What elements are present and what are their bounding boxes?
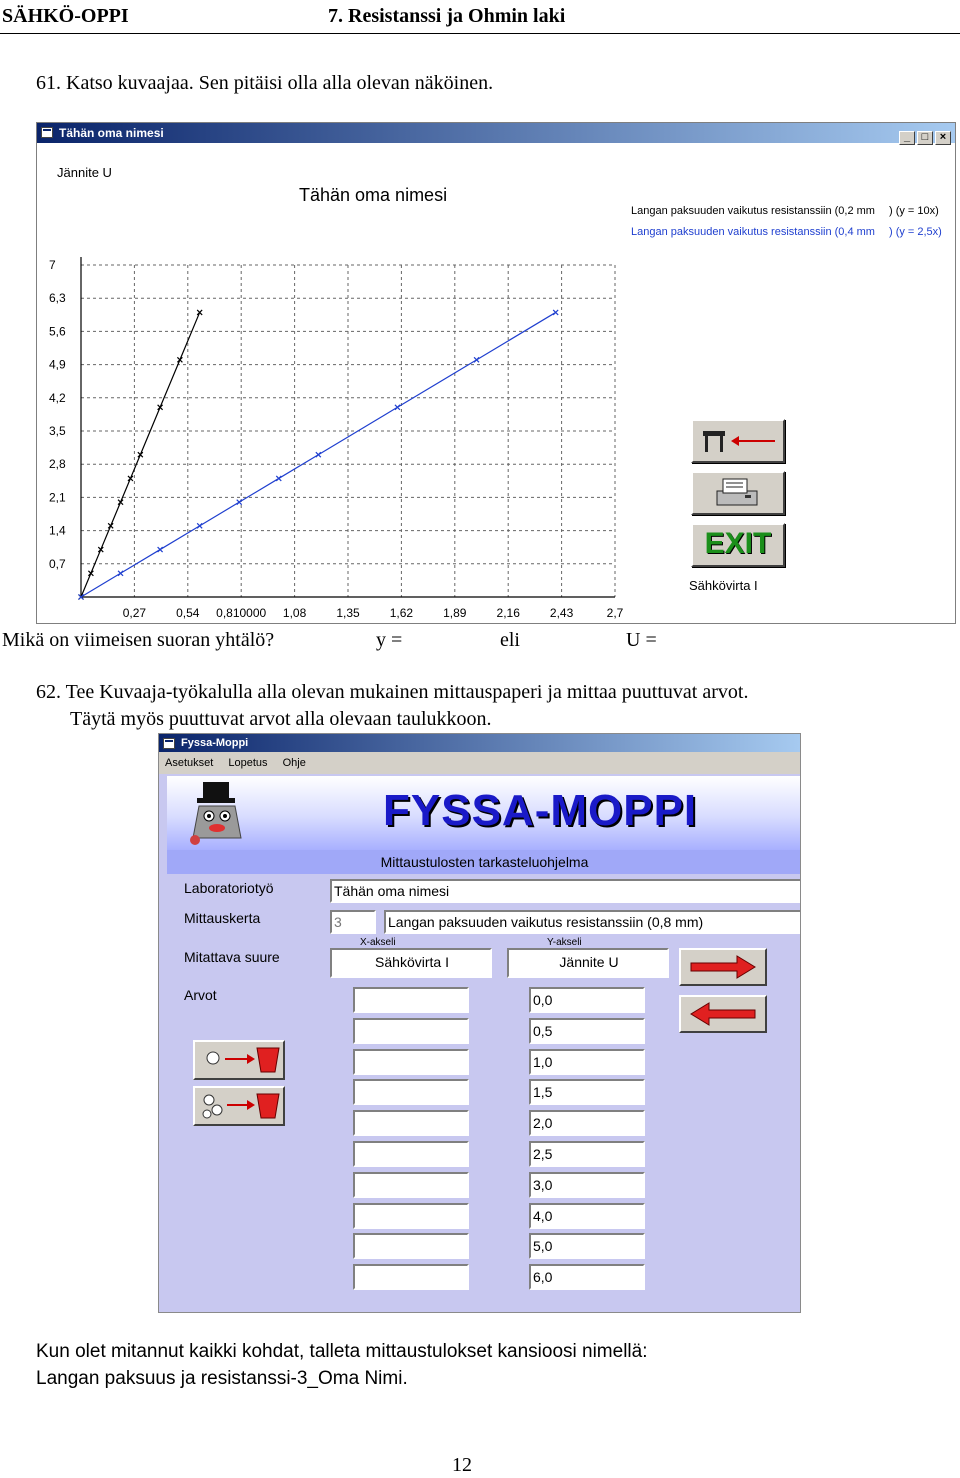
y-value-field[interactable]: 1,5: [529, 1079, 645, 1105]
table-arrow-icon: [693, 421, 783, 461]
x-value-field[interactable]: [353, 1141, 469, 1167]
y-tick-label: 0,7: [49, 556, 66, 571]
next-button[interactable]: [679, 948, 767, 986]
label-mittauskerta: Mittauskerta: [184, 910, 261, 926]
x-tick-label: 1,62: [389, 606, 414, 620]
footer-line1: Kun olet mitannut kaikki kohdat, talleta mittaustulokset kansioosi nimellä:: [36, 1341, 648, 1362]
data-point: [237, 500, 242, 505]
footer-line2: Langan paksuus ja resistanssi-3_Oma Nimi.: [36, 1368, 408, 1389]
data-point: [98, 547, 103, 552]
y-value-field[interactable]: 0,5: [529, 1018, 645, 1044]
arrow-left-icon: [681, 997, 765, 1031]
equation-eli: eli: [500, 629, 520, 651]
data-point: [553, 310, 558, 315]
x-quantity-field[interactable]: Sähkövirta I: [330, 948, 492, 978]
clear-all-button[interactable]: [193, 1086, 285, 1126]
data-point: [395, 405, 400, 410]
graph-window-title: Tähän oma nimesi: [59, 126, 164, 140]
erase-to-bin-icon: [195, 1042, 283, 1078]
data-point: [197, 310, 202, 315]
question-62-line1: 62. Tee Kuvaaja-työkalulla alla olevan mukainen mittauspaperi ja mittaa puuttuvat arvot.: [36, 681, 749, 703]
x-tick-label: 2,16: [496, 606, 520, 620]
data-point: [177, 357, 182, 362]
mittauskerta-number-field[interactable]: 3: [330, 910, 376, 934]
mittauskerta-description-field[interactable]: Langan paksuuden vaikutus resistanssiin (0,8 mm): [384, 910, 801, 934]
y-value-field[interactable]: 2,5: [529, 1141, 645, 1167]
y-value-field[interactable]: 0,0: [529, 987, 645, 1013]
minimize-icon[interactable]: _: [899, 131, 915, 145]
print-button[interactable]: [691, 471, 785, 515]
label-arvot: Arvot: [184, 987, 217, 1003]
x-axis-caption: X-akseli: [360, 937, 396, 948]
x-value-field[interactable]: [353, 1203, 469, 1229]
equation-u-label: U =: [626, 629, 657, 651]
fyssa-moppi-window: [158, 733, 801, 1313]
y-tick-label: 6,3: [49, 291, 66, 306]
app-subtitle: Mittaustulosten tarkasteluohjelma: [167, 850, 801, 874]
y-tick-label: 2,8: [49, 457, 66, 472]
y-tick-label: 4,9: [49, 357, 66, 372]
close-icon[interactable]: ×: [935, 131, 951, 145]
y-quantity-field[interactable]: Jännite U: [507, 948, 669, 978]
data-point: [138, 452, 143, 457]
x-tick-label: 1,08: [282, 606, 307, 620]
x-axis-title: Sähkövirta I: [689, 578, 758, 593]
menu-asetukset[interactable]: Asetukset: [165, 757, 214, 769]
y-tick-label: 7: [49, 258, 56, 272]
printer-icon: [693, 473, 783, 513]
menu-lopetus[interactable]: Lopetus: [228, 757, 268, 769]
x-tick-label: 2,7: [606, 606, 624, 620]
x-value-field[interactable]: [353, 1172, 469, 1198]
legend-text: Langan paksuuden vaikutus resistanssiin (0,2 mm: [631, 205, 875, 217]
x-value-field[interactable]: [353, 1233, 469, 1259]
x-tick-label: 0,810000: [216, 606, 267, 620]
legend-suffix: ) (y = 10x): [888, 205, 939, 217]
graph-window: [36, 122, 956, 624]
data-point: [128, 476, 133, 481]
data-point: [158, 405, 163, 410]
y-value-field[interactable]: 2,0: [529, 1110, 645, 1136]
back-to-table-button[interactable]: [691, 419, 785, 463]
menubar: [159, 752, 800, 774]
mascot-icon: [187, 778, 247, 848]
fyssa-window-title: Fyssa-Moppi: [181, 737, 249, 749]
y-axis-title: Jännite U: [57, 165, 112, 180]
clear-value-button[interactable]: [193, 1040, 285, 1080]
y-value-field[interactable]: 1,0: [529, 1049, 645, 1075]
data-point: [474, 357, 479, 362]
y-tick-label: 3,5: [49, 424, 66, 438]
x-tick-label: 0,54: [176, 606, 200, 620]
label-mitattava-suure: Mitattava suure: [184, 949, 280, 965]
question-61: 61. Katso kuvaajaa. Sen pitäisi olla alla olevan näköinen.: [36, 72, 494, 94]
data-point: [197, 523, 202, 528]
maximize-icon[interactable]: □: [917, 131, 933, 145]
data-point: [316, 452, 321, 457]
data-point: [118, 571, 123, 576]
equation-y-label: y =: [376, 629, 403, 651]
header-rule: [0, 33, 960, 34]
y-tick-label: 4,2: [49, 390, 66, 405]
data-point: [108, 523, 113, 528]
app-banner: [167, 776, 801, 850]
header-chapter: 7. Resistanssi ja Ohmin laki: [328, 5, 566, 27]
y-axis-caption: Y-akseli: [547, 937, 582, 948]
data-point: [118, 500, 123, 505]
y-value-field[interactable]: 3,0: [529, 1172, 645, 1198]
data-point: [88, 571, 93, 576]
fyssa-window-titlebar[interactable]: [159, 734, 800, 752]
exit-button[interactable]: EXIT: [691, 523, 785, 567]
previous-button[interactable]: [679, 995, 767, 1033]
x-value-field[interactable]: [353, 1049, 469, 1075]
x-value-field[interactable]: [353, 1264, 469, 1290]
x-tick-label: 1,35: [336, 606, 360, 620]
legend-suffix: ) (y = 2,5x): [888, 226, 942, 238]
y-tick-label: 1,4: [49, 523, 66, 538]
y-tick-label: 5,6: [49, 324, 66, 339]
laboratoriotyo-field[interactable]: Tähän oma nimesi: [330, 879, 801, 903]
x-tick-label: 1,89: [443, 606, 467, 620]
data-point: [158, 547, 163, 552]
y-tick-label: 2,1: [49, 490, 66, 505]
window-app-icon: [163, 738, 175, 749]
line-chart: [37, 123, 955, 623]
header-subject: SÄHKÖ-OPPI: [2, 5, 129, 27]
label-laboratoriotyo: Laboratoriotyö: [184, 880, 274, 896]
x-tick-label: 0,27: [122, 606, 147, 620]
legend-text: Langan paksuuden vaikutus resistanssiin (0,4 mm: [631, 226, 875, 238]
erase-all-to-bin-icon: [195, 1088, 283, 1124]
equation-question: Mikä on viimeisen suoran yhtälö?: [2, 629, 275, 651]
x-value-field[interactable]: [353, 1110, 469, 1136]
page-number: 12: [452, 1454, 472, 1476]
x-value-field[interactable]: [353, 1079, 469, 1105]
y-value-field[interactable]: 6,0: [529, 1264, 645, 1290]
question-62-line2: Täytä myös puuttuvat arvot alla olevaan taulukkoon.: [70, 708, 492, 730]
x-value-field[interactable]: [353, 987, 469, 1013]
plot-title: Tähän oma nimesi: [299, 185, 448, 205]
y-value-field[interactable]: 4,0: [529, 1203, 645, 1229]
y-value-field[interactable]: 5,0: [529, 1233, 645, 1259]
x-value-field[interactable]: [353, 1018, 469, 1044]
x-tick-label: 2,43: [549, 606, 574, 620]
app-title: FYSSA-MOPPI: [383, 786, 698, 835]
arrow-right-icon: [681, 950, 765, 984]
data-point: [276, 476, 281, 481]
menu-ohje[interactable]: Ohje: [282, 757, 306, 769]
